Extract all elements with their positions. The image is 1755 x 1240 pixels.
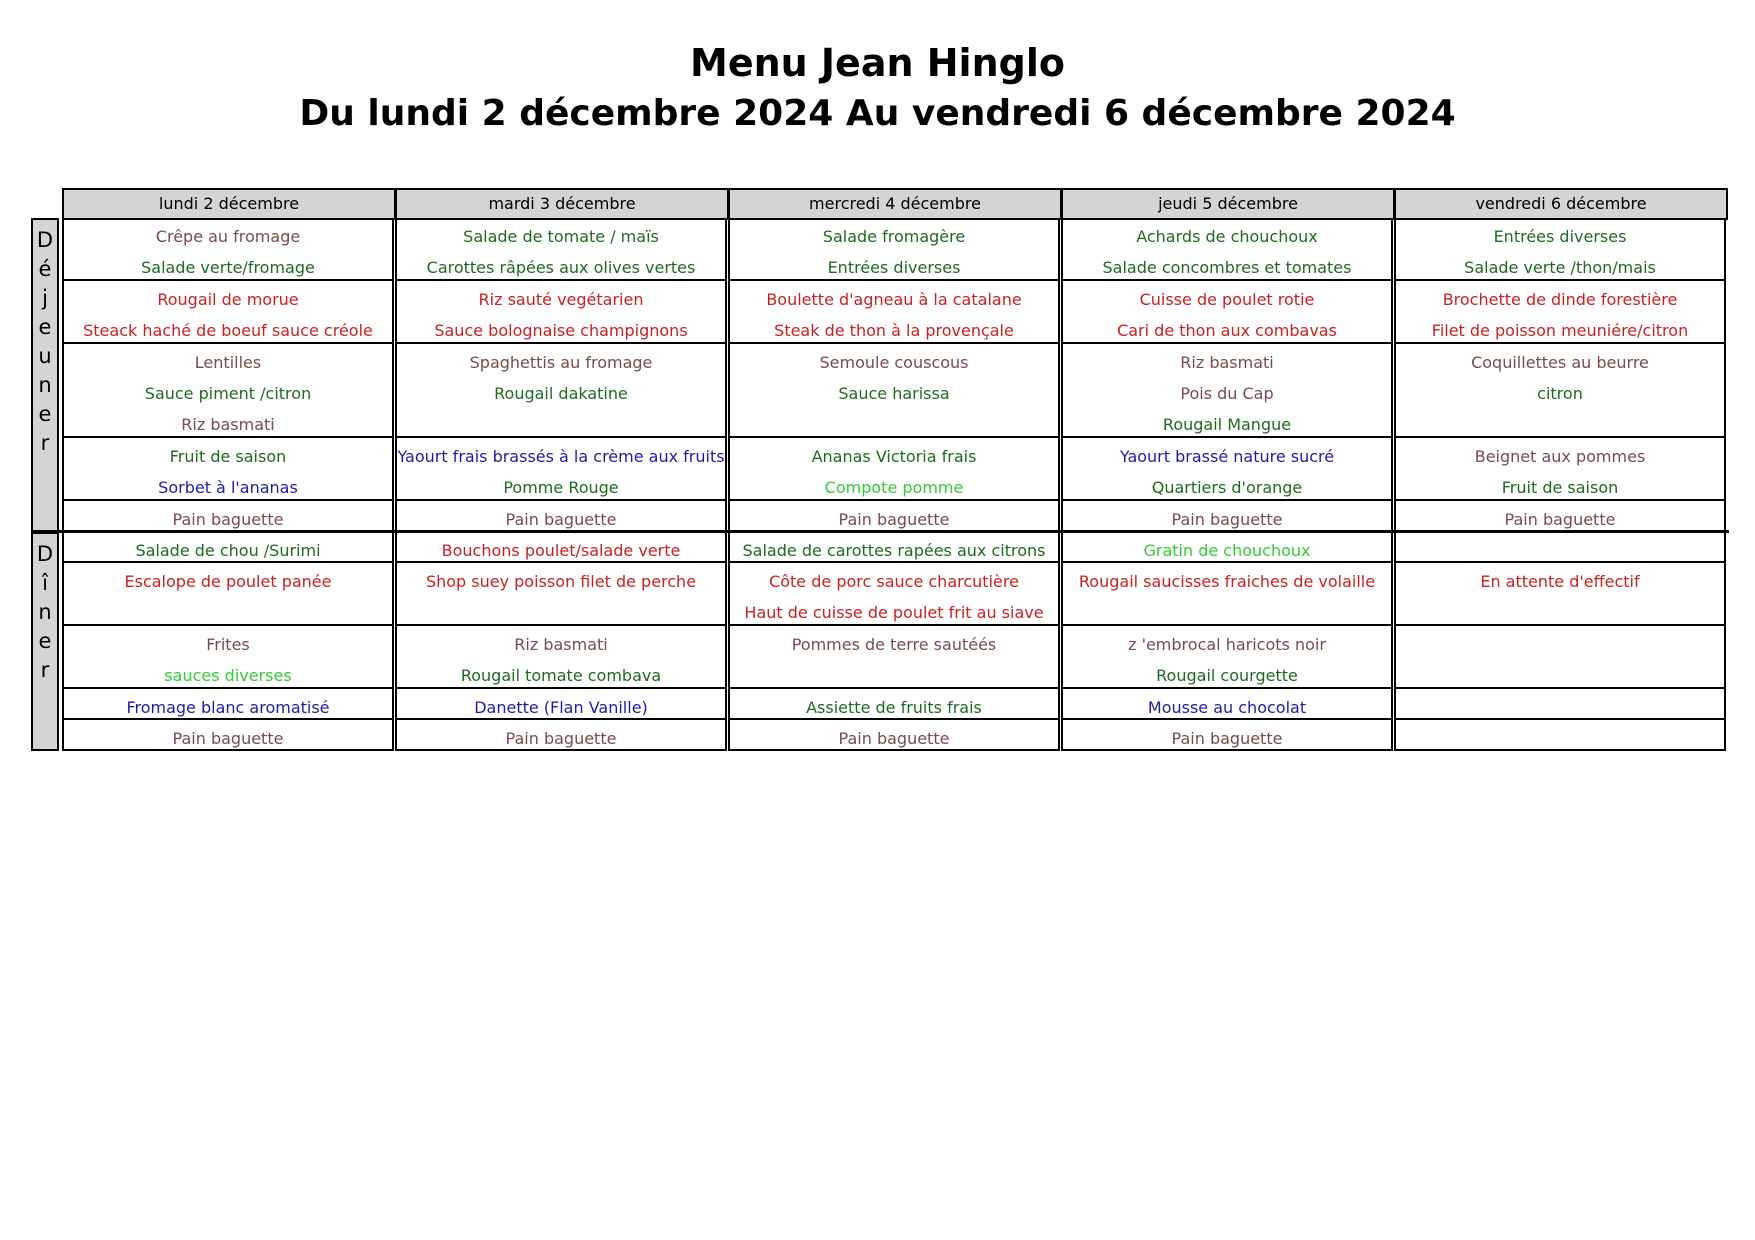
- dejeuner-cell: [1063, 438, 1391, 501]
- dejeuner-cell: [1396, 218, 1724, 281]
- menu-item: Boulette d'agneau à la catalane: [766, 290, 1022, 309]
- dejeuner-section: [31, 218, 1729, 532]
- dejeuner-column-thursday: [1061, 218, 1393, 532]
- menu-item: Danette (Flan Vanille): [474, 698, 648, 717]
- diner-label-letter: D: [36, 542, 54, 566]
- diner-column-friday: [1394, 532, 1726, 751]
- menu-item: Pomme Rouge: [503, 478, 619, 497]
- diner-cell: [64, 720, 392, 751]
- menu-item: Riz sauté vegétarien: [478, 290, 644, 309]
- dejeuner-cell: [730, 344, 1058, 438]
- menu-item: Shop suey poisson filet de perche: [425, 572, 697, 591]
- menu-item: Quartiers d'orange: [1151, 478, 1303, 497]
- menu-item: Pain baguette: [172, 729, 284, 748]
- section-divider: [31, 530, 1729, 533]
- dejeuner-cell: [397, 218, 725, 281]
- dejeuner-cell: [64, 281, 392, 344]
- diner-cell: [1063, 720, 1391, 751]
- dejeuner-cell: [730, 438, 1058, 501]
- dejeuner-cell: [64, 501, 392, 532]
- menu-item: Pois du Cap: [1180, 384, 1274, 403]
- menu-item: Filet de poisson meuniére/citron: [1431, 321, 1689, 340]
- dejeuner-cell: [730, 218, 1058, 281]
- diner-label-letter: î: [42, 571, 48, 595]
- dejeuner-cell: [1396, 501, 1724, 532]
- dejeuner-cell: [397, 501, 725, 532]
- menu-item: Yaourt brassé nature sucré: [1119, 447, 1335, 466]
- menu-item: Fromage blanc aromatisé: [126, 698, 330, 717]
- menu-item: Yaourt frais brassés à la crème aux fruits: [397, 447, 725, 466]
- diner-cell: [1396, 626, 1724, 689]
- diner-column-wednesday: [728, 532, 1060, 751]
- dejeuner-cell: [1063, 501, 1391, 532]
- menu-item: Entrées diverses: [1493, 227, 1627, 246]
- menu-item: Sorbet à l'ananas: [158, 478, 298, 497]
- day-header-tuesday: mardi 3 décembre: [395, 188, 729, 220]
- diner-cell: [397, 626, 725, 689]
- menu-item: Pain baguette: [505, 510, 617, 529]
- diner-cell: [730, 532, 1058, 563]
- diner-label-letter: n: [38, 600, 52, 624]
- menu-item: Lentilles: [194, 353, 262, 372]
- menu-item: Riz basmati: [1180, 353, 1274, 372]
- dejeuner-column-monday: [62, 218, 394, 532]
- menu-item: Cuisse de poulet rotie: [1139, 290, 1315, 309]
- menu-item: Fruit de saison: [1501, 478, 1619, 497]
- menu-item: Crêpe au fromage: [155, 227, 301, 246]
- menu-item: Salade fromagère: [822, 227, 966, 246]
- dejeuner-label-letter: e: [38, 402, 52, 426]
- diner-cell: [64, 626, 392, 689]
- day-header-friday: vendredi 6 décembre: [1394, 188, 1728, 220]
- diner-column-thursday: [1061, 532, 1393, 751]
- diner-cell: [1063, 689, 1391, 720]
- dejeuner-cell: [397, 281, 725, 344]
- menu-item: Pain baguette: [172, 510, 284, 529]
- menu-item: Cari de thon aux combavas: [1117, 321, 1337, 340]
- menu-item: z 'embrocal haricots noir: [1128, 635, 1326, 654]
- menu-item: Pain baguette: [1171, 510, 1283, 529]
- diner-cell: [1063, 563, 1391, 626]
- diner-cell: [1396, 532, 1724, 563]
- dejeuner-label-letters: [33, 226, 57, 458]
- diner-cell: [730, 720, 1058, 751]
- diner-column-monday: [62, 532, 394, 751]
- dejeuner-column-friday: [1394, 218, 1726, 532]
- menu-item: Escalope de poulet panée: [124, 572, 332, 591]
- menu-item: citron: [1537, 384, 1583, 403]
- menu-date-range: Du lundi 2 décembre 2024 Au vendredi 6 décembre 2024: [299, 93, 1456, 134]
- diner-cell: [397, 720, 725, 751]
- diner-cell: [397, 689, 725, 720]
- dejeuner-label-letter: r: [40, 431, 50, 455]
- menu-item: Achards de chouchoux: [1136, 227, 1318, 246]
- menu-item: Entrées diverses: [827, 258, 961, 277]
- diner-label-letter: e: [38, 629, 52, 653]
- menu-item: Salade de carottes rapées aux citrons: [742, 541, 1046, 560]
- diner-cell: [397, 563, 725, 626]
- dejeuner-cell: [1396, 344, 1724, 438]
- menu-item: Compote pomme: [824, 478, 964, 497]
- menu-item: Rougail tomate combava: [460, 666, 662, 685]
- diner-cell: [1063, 626, 1391, 689]
- diner-cell: [730, 626, 1058, 689]
- menu-item: Sauce harissa: [838, 384, 950, 403]
- menu-item: sauces diverses: [164, 666, 292, 685]
- day-header-monday: lundi 2 décembre: [62, 188, 396, 220]
- menu-item: Rougail dakatine: [494, 384, 628, 403]
- menu-item: Salade de chou /Surimi: [135, 541, 321, 560]
- menu-item: Beignet aux pommes: [1474, 447, 1646, 466]
- menu-item: Pain baguette: [1171, 729, 1283, 748]
- menu-item: Rougail saucisses fraiches de volaille: [1078, 572, 1376, 591]
- dejeuner-cell: [64, 218, 392, 281]
- menu-title: Menu Jean Hinglo: [690, 41, 1065, 85]
- menu-item: Rougail courgette: [1156, 666, 1298, 685]
- menu-item: Carottes râpées aux olives vertes: [426, 258, 696, 277]
- dejeuner-label-letter: é: [38, 257, 52, 281]
- dejeuner-label-letter: D: [36, 228, 54, 252]
- menu-item: Steack haché de boeuf sauce créole: [83, 321, 373, 340]
- diner-label-letter: r: [40, 658, 50, 682]
- dejeuner-column-tuesday: [395, 218, 727, 532]
- menu-item: Fruit de saison: [169, 447, 287, 466]
- menu-item: Rougail Mangue: [1162, 415, 1292, 434]
- menu-item: Salade de tomate / maïs: [463, 227, 659, 246]
- menu-item: Pain baguette: [838, 729, 950, 748]
- menu-item: Rougail de morue: [157, 290, 299, 309]
- diner-side-label: [31, 532, 59, 751]
- dejeuner-cell: [730, 501, 1058, 532]
- menu-item: Riz basmati: [514, 635, 608, 654]
- diner-cell: [1396, 563, 1724, 626]
- menu-item: Sauce piment /citron: [144, 384, 312, 403]
- menu-item: Côte de porc sauce charcutière: [769, 572, 1019, 591]
- menu-item: Salade verte /thon/mais: [1464, 258, 1656, 277]
- diner-cell: [64, 689, 392, 720]
- dejeuner-column-wednesday: [728, 218, 1060, 532]
- diner-cell: [1396, 720, 1724, 751]
- menu-item: Steak de thon à la provençale: [774, 321, 1014, 340]
- menu-item: Ananas Victoria frais: [811, 447, 977, 466]
- diner-cell: [64, 563, 392, 626]
- day-header-row: [62, 188, 1728, 218]
- menu-item: Bouchons poulet/salade verte: [441, 541, 681, 560]
- menu-item: Sauce bolognaise champignons: [434, 321, 688, 340]
- dejeuner-cell: [1063, 344, 1391, 438]
- menu-item: Brochette de dinde forestière: [1442, 290, 1678, 309]
- diner-cell: [1063, 532, 1391, 563]
- menu-item: Mousse au chocolat: [1147, 698, 1307, 717]
- dejeuner-label-letter: n: [38, 373, 52, 397]
- menu-item: Assiette de fruits frais: [806, 698, 982, 717]
- menu-item: Frites: [206, 635, 250, 654]
- dejeuner-cell: [397, 344, 725, 438]
- dejeuner-label-letter: u: [38, 344, 52, 368]
- dejeuner-label-letter: e: [38, 315, 52, 339]
- menu-item: Spaghettis au fromage: [469, 353, 653, 372]
- dejeuner-cell: [730, 281, 1058, 344]
- menu-item: Pain baguette: [505, 729, 617, 748]
- diner-column-tuesday: [395, 532, 727, 751]
- diner-section: [31, 532, 1729, 751]
- menu-item: Haut de cuisse de poulet frit au siave: [744, 603, 1044, 622]
- dejeuner-cell: [1063, 218, 1391, 281]
- diner-cell: [730, 563, 1058, 626]
- dejeuner-cell: [64, 438, 392, 501]
- diner-cell: [730, 689, 1058, 720]
- menu-item: Pain baguette: [1504, 510, 1616, 529]
- diner-cell: [1396, 689, 1724, 720]
- menu-item: Riz basmati: [181, 415, 275, 434]
- dejeuner-label-letter: j: [42, 286, 48, 310]
- dejeuner-cell: [1396, 281, 1724, 344]
- menu-item: Coquillettes au beurre: [1471, 353, 1649, 372]
- menu-item: Gratin de chouchoux: [1143, 541, 1311, 560]
- menu-item: Salade verte/fromage: [141, 258, 315, 277]
- dejeuner-cell: [64, 344, 392, 438]
- menu-item: Pain baguette: [838, 510, 950, 529]
- diner-cell: [397, 532, 725, 563]
- day-header-wednesday: mercredi 4 décembre: [728, 188, 1062, 220]
- menu-item: Semoule couscous: [819, 353, 969, 372]
- diner-cell: [64, 532, 392, 563]
- dejeuner-cell: [1063, 281, 1391, 344]
- menu-item: Pommes de terre sautéés: [791, 635, 997, 654]
- menu-item: En attente d'effectif: [1480, 572, 1640, 591]
- day-header-thursday: jeudi 5 décembre: [1061, 188, 1395, 220]
- dejeuner-side-label: [31, 218, 59, 532]
- diner-label-letters: [33, 540, 57, 685]
- dejeuner-cell: [397, 438, 725, 501]
- dejeuner-cell: [1396, 438, 1724, 501]
- menu-item: Salade concombres et tomates: [1102, 258, 1352, 277]
